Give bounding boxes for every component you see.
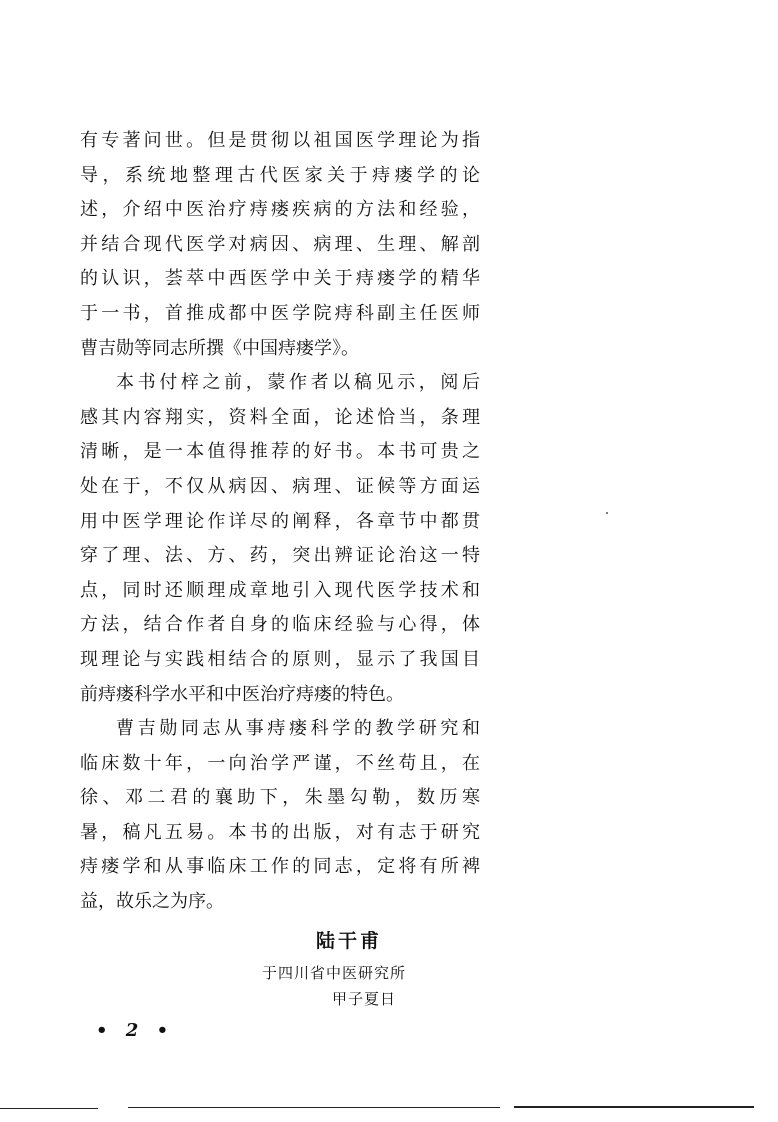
scan-edge-line xyxy=(514,1106,754,1108)
scan-edge-line xyxy=(128,1107,500,1108)
text-line: 清晰，是一本值得推荐的好书。本书可贵之 xyxy=(80,441,480,463)
text-line: 本书付梓之前，蒙作者以稿见示，阅后 xyxy=(116,372,480,394)
preface-body xyxy=(80,124,480,920)
author-name: 陆干甫 xyxy=(316,930,383,952)
text-line: 于一书，首推成都中医学院痔科副主任医师 xyxy=(80,302,480,324)
text-line: 用中医学理论作详尽的阐释，各章节中都贯 xyxy=(80,510,480,532)
text-line: 前痔瘘科学水平和中医治疗痔瘘的特色。 xyxy=(80,683,404,705)
author-affiliation: 于四川省中医研究所 xyxy=(262,964,407,982)
text-line: 感其内容翔实，资料全面，论述恰当，条理 xyxy=(80,406,480,428)
text-line: 导，系统地整理古代医家关于痔瘘学的论 xyxy=(80,164,480,186)
text-line: 的认识，荟萃中西医学中关于痔瘘学的精华 xyxy=(80,268,480,290)
paragraph-3 xyxy=(80,712,480,920)
text-line: 穿了理、法、方、药，突出辨证论治这一特 xyxy=(80,545,480,567)
text-line: 点，同时还顺理成章地引入现代医学技术和 xyxy=(80,579,480,601)
text-line: 临床数十年，一向治学严谨，不丝苟且，在 xyxy=(80,752,480,774)
scan-speck xyxy=(606,512,608,514)
text-line: 有专著问世。但是贯彻以祖国医学理论为指 xyxy=(80,130,480,151)
signature-date: 甲子夏日 xyxy=(332,990,397,1008)
text-line: 暑，稿凡五易。本书的出版，对有志于研究 xyxy=(80,821,480,843)
text-line: 处在于，不仅从病因、病理、证候等方面运 xyxy=(80,475,480,497)
text-line: 曹吉勋同志从事痔瘘科学的教学研究和 xyxy=(116,718,480,740)
text-line: 并结合现代医学对病因、病理、生理、解剖 xyxy=(80,233,480,255)
paragraph-2 xyxy=(80,366,480,712)
text-line: 方法，结合作者自身的临床经验与心得，体 xyxy=(80,614,480,636)
scan-edge-line xyxy=(0,1108,98,1109)
text-line: 述，介绍中医治疗痔瘘疾病的方法和经验， xyxy=(80,199,480,221)
text-line: 曹吉勋等同志所撰《中国痔瘘学》。 xyxy=(80,337,359,359)
text-line: 益，故乐之为序。 xyxy=(80,891,224,913)
text-line: 痔瘘学和从事临床工作的同志，定将有所裨 xyxy=(80,856,480,878)
paragraph-1 xyxy=(80,124,480,366)
text-line: 现理论与实践相结合的原则，显示了我国目 xyxy=(80,648,480,670)
text-line: 徐、邓二君的襄助下，朱墨勾勒，数历寒 xyxy=(80,787,480,809)
page-number: • 2 • xyxy=(96,1020,175,1041)
